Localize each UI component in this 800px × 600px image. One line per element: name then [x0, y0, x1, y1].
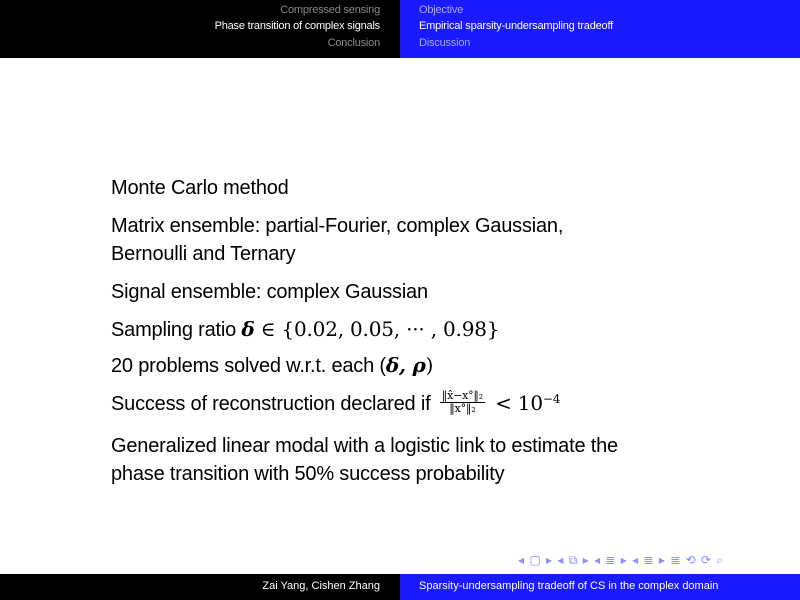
threshold-exponent: −4 — [542, 392, 561, 406]
sampling-ratio-set: ∈ {0.02, 0.05, ··· , 0.98} — [254, 317, 500, 341]
fraction-numerator: ‖x̂−x°‖₂ — [441, 389, 483, 403]
nav-subsection-empirical-tradeoff[interactable]: Empirical sparsity-undersampling tradeoff — [419, 20, 613, 32]
fraction-denominator: ‖x°‖₂ — [449, 402, 476, 416]
nav-section-compressed-sensing[interactable]: Compressed sensing — [280, 4, 380, 16]
success-text: Success of reconstruction declared if — [111, 393, 436, 415]
footer-title-bar — [400, 574, 800, 600]
bullet-problems-solved — [111, 351, 433, 380]
nav-subsection-objective[interactable]: Objective — [419, 4, 464, 16]
bullet-matrix-ensemble-line2: Bernoulli and Ternary — [111, 243, 296, 265]
problems-text: 20 problems solved w.r.t. each ( — [111, 355, 386, 377]
bullet-matrix-ensemble-line1: Matrix ensemble: partial-Fourier, complex Gaussian, — [111, 215, 564, 237]
beamer-navigation-icons[interactable]: ◂ ▢ ▸ ◂ ⧉ ▸ ◂ ≣ ▸ ◂ ≣ ▸ ≣ ⟲ ⟳ ⌕ — [518, 553, 725, 567]
bullet-glm — [111, 432, 618, 488]
header-bar — [0, 0, 800, 58]
bullet-sampling-ratio — [111, 315, 499, 344]
threshold-relation: < 10 — [488, 391, 543, 415]
problems-close-paren: ) — [425, 353, 434, 377]
nav-section-conclusion[interactable]: Conclusion — [327, 37, 380, 49]
error-fraction — [440, 390, 485, 415]
header-subsections — [400, 0, 800, 58]
bullet-matrix-ensemble — [111, 212, 563, 268]
bullet-glm-line1: Generalized linear modal with a logistic link to estimate the — [111, 435, 618, 457]
bullet-monte-carlo: Monte Carlo method — [111, 177, 289, 199]
nav-subsection-discussion[interactable]: Discussion — [419, 37, 471, 49]
nav-section-phase-transition[interactable]: Phase transition of complex signals — [214, 20, 380, 32]
footer-authors: Zai Yang, Cishen Zhang — [262, 580, 380, 592]
bullet-signal-ensemble: Signal ensemble: complex Gaussian — [111, 281, 428, 303]
bullet-success-criterion — [111, 389, 560, 418]
sampling-ratio-text: Sampling ratio — [111, 319, 242, 341]
delta-symbol: δ — [241, 317, 255, 341]
header-sections — [0, 0, 400, 58]
delta-rho-vars: δ, ρ — [385, 353, 426, 377]
footer-title: Sparsity-undersampling tradeoff of CS in the complex domain — [419, 580, 719, 592]
bullet-glm-line2: phase transition with 50% success probability — [111, 463, 505, 485]
footer-authors-bar — [0, 574, 400, 600]
